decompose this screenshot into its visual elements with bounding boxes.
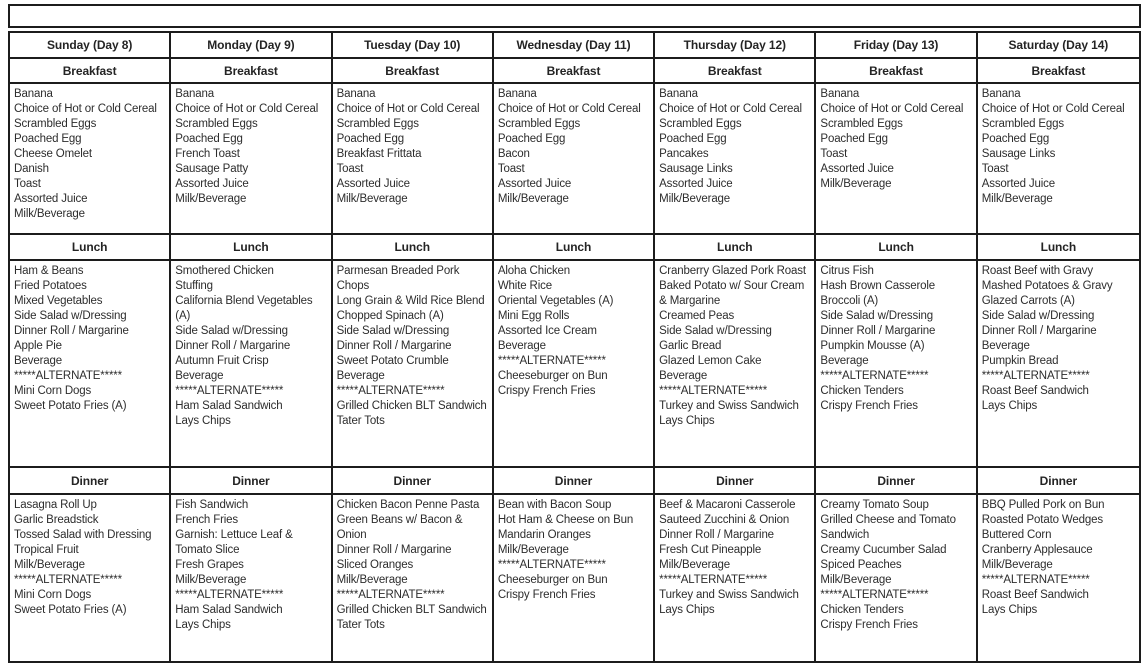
menu-item: Breakfast Frittata [336,148,422,160]
meal-label-cell: Lunch [171,235,332,261]
menu-item: Assorted Juice [14,193,88,205]
menu-item: *****ALTERNATE***** [336,385,445,397]
menu-item: *****ALTERNATE***** [981,574,1090,586]
menu-item: Bean with Bacon Soup [497,499,612,511]
meal-items-cell [494,84,655,235]
menu-item: Banana [659,88,698,100]
menu-item: Chicken Tenders [820,385,904,397]
menu-item: Mixed Vegetables [14,295,103,307]
menu-item: Pancakes [659,148,709,160]
menu-item: Choice of Hot or Cold Cereal [497,103,641,115]
menu-item: *****ALTERNATE***** [659,385,768,397]
menu-item: Hot Ham & Cheese on Bun [497,514,634,526]
menu-item: French Fries [175,514,239,526]
meal-label-cell: Lunch [10,235,171,261]
menu-item: Toast [820,148,848,160]
menu-item: Smothered Chicken [175,265,274,277]
day-header-cell: Sunday (Day 8) [10,33,171,59]
menu-item: Creamy Cucumber Salad [820,544,947,556]
meal-label-cell: Lunch [333,235,494,261]
menu-item: Grilled Cheese and Tomato Sandwich [820,514,956,541]
menu-item: Sausage Links [981,148,1056,160]
menu-item: Dinner Roll / Margarine [981,325,1097,337]
meal-label-cell: Breakfast [978,59,1139,84]
menu-item: Cheese Omelet [14,148,92,160]
menu-item: Side Salad w/Dressing [175,325,288,337]
menu-item: Toast [981,163,1009,175]
menu-item: Banana [175,88,215,100]
menu-item: Spiced Peaches [820,559,902,571]
menu-item: Lays Chips [981,400,1038,412]
menu-item: Citrus Fish [820,265,874,277]
menu-item: Glazed Lemon Cake [659,355,762,367]
menu-item: Cheeseburger on Bun [497,574,608,586]
menu-item: Banana [14,88,53,100]
menu-item: Side Salad w/Dressing [14,310,127,322]
menu-item: Assorted Juice [497,178,572,190]
menu-item: Danish [14,163,49,175]
meal-label-cell: Dinner [494,468,655,495]
menu-item: Milk/Beverage [14,559,85,571]
menu-item: Baked Potato w/ Sour Cream & Margarine [659,280,805,307]
meal-items-cell [10,84,171,235]
menu-item: Crispy French Fries [820,619,918,631]
menu-item: Stuffing [175,280,213,292]
menu-item: Choice of Hot or Cold Cereal [659,103,802,115]
menu-item: Sausage Links [659,163,733,175]
menu-item: Milk/Beverage [14,208,85,220]
menu-item: Turkey and Swiss Sandwich [659,400,799,412]
meal-label-cell: Dinner [171,468,332,495]
menu-item: Roast Beef Sandwich [981,385,1089,397]
menu-item: Assorted Juice [981,178,1056,190]
meal-items-cell [978,495,1139,661]
menu-item: Cheeseburger on Bun [497,370,608,382]
menu-item: Fresh Cut Pineapple [659,544,762,556]
meal-items-cell [333,261,494,468]
menu-item: Sweet Potato Fries (A) [14,400,127,412]
menu-item: Poached Egg [336,133,404,145]
menu-item: Scrambled Eggs [497,118,581,130]
menu-item: Beverage [175,370,224,382]
day-header-cell: Monday (Day 9) [171,33,332,59]
menu-item: Chopped Spinach (A) [336,310,444,322]
meal-label-cell: Lunch [494,235,655,261]
menu-item: Grilled Chicken BLT Sandwich [336,400,487,412]
meal-label-cell: Breakfast [171,59,332,84]
menu-item: Side Salad w/Dressing [981,310,1095,322]
meal-items-cell [816,261,977,468]
menu-item: Buttered Corn [981,529,1052,541]
menu-item: California Blend Vegetables (A) [175,295,313,322]
menu-item: Assorted Ice Cream [497,325,597,337]
menu-item: Beef & Macaroni Casserole [659,499,796,511]
menu-item: Mini Egg Rolls [497,310,570,322]
menu-item: BBQ Pulled Pork on Bun [981,499,1105,511]
menu-item: Turkey and Swiss Sandwich [659,589,799,601]
menu-item: Scrambled Eggs [981,118,1064,130]
menu-item: Lays Chips [659,604,715,616]
meal-label-cell: Breakfast [494,59,655,84]
meal-label-cell: Dinner [333,468,494,495]
meal-items-cell [10,495,171,661]
menu-item: Milk/Beverage [659,559,731,571]
menu-item: Dinner Roll / Margarine [336,340,452,352]
menu-item: *****ALTERNATE***** [820,589,929,601]
menu-item: Sauteed Zucchini & Onion [659,514,790,526]
menu-item: Milk/Beverage [820,178,892,190]
meal-label-cell: Dinner [816,468,977,495]
menu-item: Beverage [336,370,385,382]
menu-item: Pumpkin Bread [981,355,1059,367]
menu-item: Pumpkin Mousse (A) [820,340,925,352]
menu-item: Cranberry Glazed Pork Roast [659,265,806,277]
menu-item: Green Beans w/ Bacon & Onion [336,514,463,541]
menu-item: *****ALTERNATE***** [981,370,1090,382]
menu-item: Poached Egg [981,133,1050,145]
menu-item: Roasted Potato Wedges [981,514,1104,526]
menu-item: Banana [981,88,1021,100]
menu-item: *****ALTERNATE***** [175,589,284,601]
menu-item: Tossed Salad with Dressing [14,529,152,541]
meal-label-cell: Breakfast [655,59,816,84]
menu-item: Lays Chips [175,619,231,631]
meal-items-cell [171,495,332,661]
meal-items-cell [171,261,332,468]
menu-item: Mini Corn Dogs [14,589,92,601]
menu-item: Hash Brown Casserole [820,280,936,292]
menu-item: Crispy French Fries [820,400,918,412]
menu-item: Glazed Carrots (A) [981,295,1075,307]
menu-item: Banana [497,88,537,100]
menu-item: Chicken Bacon Penne Pasta [336,499,480,511]
meal-label-cell: Dinner [10,468,171,495]
menu-item: Lays Chips [659,415,715,427]
menu-item: Fish Sandwich [175,499,249,511]
day-header-cell: Saturday (Day 14) [978,33,1139,59]
menu-item: Crispy French Fries [497,385,596,397]
menu-item: Choice of Hot or Cold Cereal [336,103,480,115]
meal-label-cell: Breakfast [10,59,171,84]
menu-item: White Rice [497,280,552,292]
menu-item: Beverage [659,370,708,382]
menu-item: Scrambled Eggs [175,118,258,130]
menu-item: Ham Salad Sandwich [175,400,283,412]
meal-items-cell [655,84,816,235]
menu-item: Poached Egg [820,133,888,145]
meal-items-cell [333,84,494,235]
menu-item: Mandarin Oranges [497,529,591,541]
menu-item: Assorted Juice [820,163,894,175]
meal-items-cell [171,84,332,235]
menu-item: Ham & Beans [14,265,84,277]
menu-item: Choice of Hot or Cold Cereal [820,103,964,115]
menu-item: Milk/Beverage [497,544,569,556]
menu-item: Beverage [981,340,1030,352]
menu-item: Scrambled Eggs [14,118,97,130]
menu-item: Parmesan Breaded Pork Chops [336,265,460,292]
menu-item: Milk/Beverage [497,193,569,205]
menu-item: Choice of Hot or Cold Cereal [981,103,1125,115]
menu-item: Milk/Beverage [659,193,731,205]
menu-item: Milk/Beverage [175,193,247,205]
menu-item: Fried Potatoes [14,280,87,292]
menu-item: Bacon [497,148,530,160]
menu-item: Dinner Roll / Margarine [659,529,774,541]
menu-item: Sliced Oranges [336,559,414,571]
menu-item: *****ALTERNATE***** [659,574,768,586]
meal-items-cell [655,495,816,661]
meal-label-cell: Breakfast [816,59,977,84]
menu-item: Beverage [14,355,63,367]
menu-item: Sweet Potato Crumble [336,355,449,367]
menu-item: Dinner Roll / Margarine [336,544,452,556]
menu-item: Scrambled Eggs [659,118,742,130]
meal-label-cell: Breakfast [333,59,494,84]
menu-item: Beverage [497,340,546,352]
menu-item: Roast Beef Sandwich [981,589,1089,601]
menu-item: Broccoli (A) [820,295,879,307]
menu-item: Ham Salad Sandwich [175,604,283,616]
meal-label-cell: Dinner [978,468,1139,495]
menu-item: Assorted Juice [175,178,249,190]
day-header-cell: Wednesday (Day 11) [494,33,655,59]
menu-item: Mini Corn Dogs [14,385,92,397]
menu-item: Garlic Breadstick [14,514,99,526]
menu-item: Fresh Grapes [175,559,244,571]
menu-item: *****ALTERNATE***** [497,559,606,571]
menu-item: Scrambled Eggs [820,118,903,130]
menu-item: Garnish: Lettuce Leaf & Tomato Slice [175,529,293,556]
menu-item: Poached Egg [497,133,566,145]
menu-item: Assorted Juice [659,178,733,190]
menu-item: *****ALTERNATE***** [175,385,284,397]
menu-item: Scrambled Eggs [336,118,419,130]
meal-items-cell [978,261,1139,468]
menu-item: Cranberry Applesauce [981,544,1093,556]
menu-item: Milk/Beverage [981,559,1053,571]
menu-item: Side Salad w/Dressing [336,325,450,337]
menu-item: Side Salad w/Dressing [820,310,933,322]
meal-items-cell [655,261,816,468]
header-box [8,4,1141,28]
menu-item: Sausage Patty [175,163,249,175]
menu-item: *****ALTERNATE***** [820,370,929,382]
menu-item: *****ALTERNATE***** [497,355,606,367]
menu-item: Banana [820,88,860,100]
meal-items-cell [816,495,977,661]
menu-item: Garlic Bread [659,340,722,352]
menu-item: Toast [336,163,364,175]
menu-item: Apple Pie [14,340,62,352]
meal-items-cell [494,495,655,661]
menu-item: Tropical Fruit [14,544,79,556]
menu-item: Tater Tots [336,415,385,427]
meal-label-cell: Lunch [816,235,977,261]
menu-item: French Toast [175,148,240,160]
menu-item: Tater Tots [336,619,385,631]
menu-item: *****ALTERNATE***** [14,370,122,382]
menu-item: Lays Chips [175,415,231,427]
menu-item: Side Salad w/Dressing [659,325,772,337]
menu-item: Banana [336,88,376,100]
menu-item: Aloha Chicken [497,265,571,277]
menu-item: Creamy Tomato Soup [820,499,929,511]
menu-item: Long Grain & Wild Rice Blend [336,295,485,307]
menu-item: Autumn Fruit Crisp [175,355,269,367]
menu-item: Milk/Beverage [336,574,408,586]
meal-items-cell [978,84,1139,235]
day-header-cell: Tuesday (Day 10) [333,33,494,59]
menu-item: Milk/Beverage [981,193,1053,205]
menu-item: Mashed Potatoes & Gravy [981,280,1113,292]
menu-item: Crispy French Fries [497,589,596,601]
menu-item: Dinner Roll / Margarine [14,325,129,337]
menu-item: Milk/Beverage [175,574,247,586]
menu-item: Sweet Potato Fries (A) [14,604,127,616]
meal-items-cell [10,261,171,468]
day-header-cell: Friday (Day 13) [816,33,977,59]
menu-item: Lays Chips [981,604,1038,616]
menu-item: Chicken Tenders [820,604,904,616]
meal-label-cell: Dinner [655,468,816,495]
meal-label-cell: Lunch [655,235,816,261]
menu-item: Choice of Hot or Cold Cereal [14,103,157,115]
meal-items-cell [333,495,494,661]
menu-item: Choice of Hot or Cold Cereal [175,103,319,115]
menu-item: Poached Egg [14,133,82,145]
menu-item: Lasagna Roll Up [14,499,97,511]
meal-label-cell: Lunch [978,235,1139,261]
meal-items-cell [816,84,977,235]
menu-item: *****ALTERNATE***** [336,589,445,601]
day-header-cell: Thursday (Day 12) [655,33,816,59]
menu-item: Poached Egg [175,133,243,145]
menu-item: Milk/Beverage [336,193,408,205]
menu-item: Dinner Roll / Margarine [175,340,291,352]
menu-item: Assorted Juice [336,178,410,190]
menu-item: Grilled Chicken BLT Sandwich [336,604,487,616]
menu-item: *****ALTERNATE***** [14,574,122,586]
menu-item: Beverage [820,355,869,367]
menu-item: Creamed Peas [659,310,735,322]
menu-item: Oriental Vegetables (A) [497,295,614,307]
menu-item: Dinner Roll / Margarine [820,325,936,337]
menu-item: Milk/Beverage [820,574,892,586]
menu-item: Poached Egg [659,133,727,145]
meal-items-cell [494,261,655,468]
menu-item: Roast Beef with Gravy [981,265,1093,277]
menu-item: Toast [14,178,41,190]
menu-table [8,31,1141,663]
menu-item: Toast [497,163,525,175]
